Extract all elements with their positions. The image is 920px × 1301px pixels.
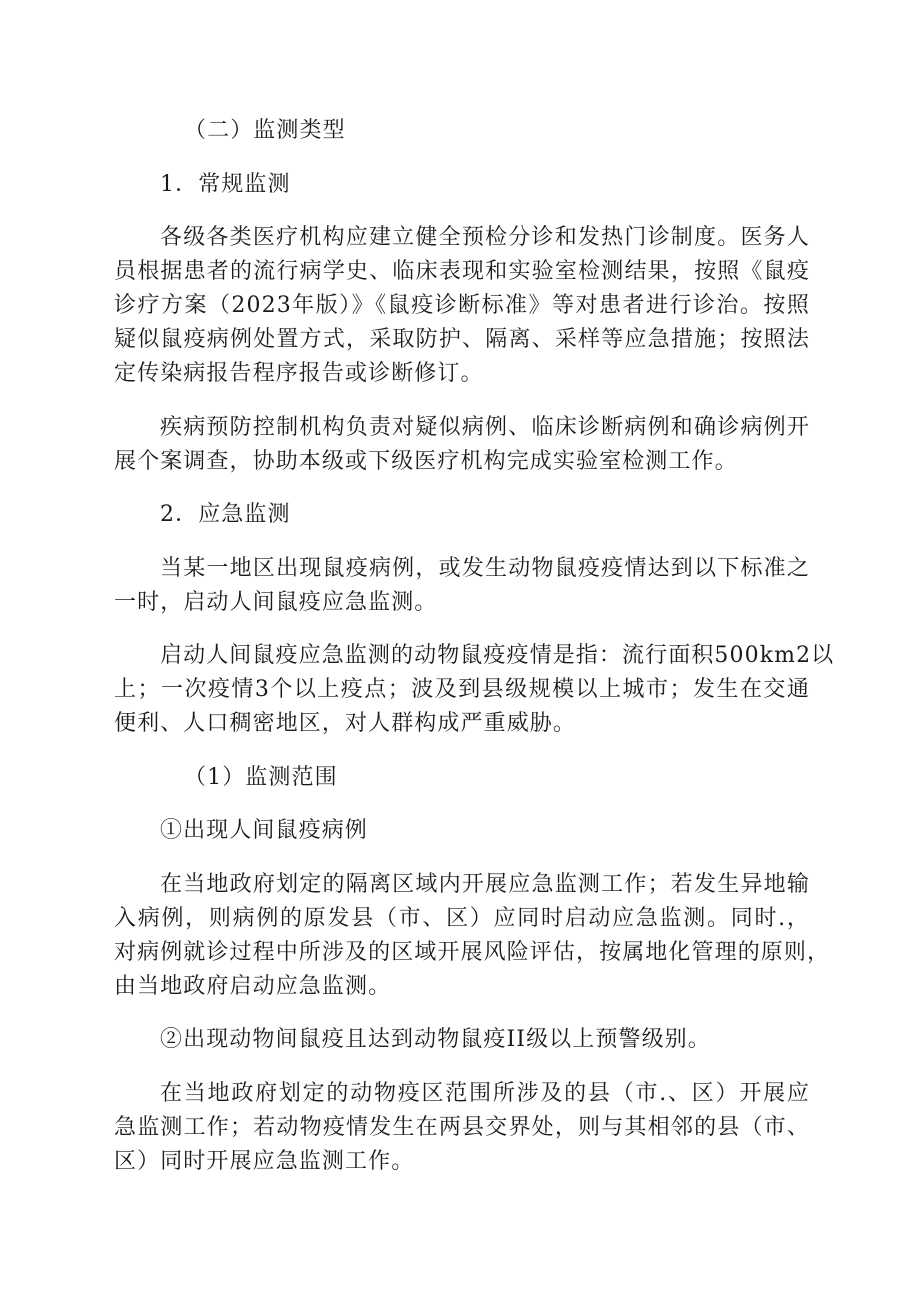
paragraph-line: 区）同时开展应急监测工作。: [114, 1148, 415, 1174]
paragraph-line: 疾病预防控制机构负责对疑似病例、临床诊断病例和确诊病例开: [160, 414, 810, 440]
paragraph-line: 入病例，则病例的原发县（市、区）应同时启动应急监测。同时.，: [114, 905, 810, 931]
paragraph-line: 当某一地区出现鼠疫病例，或发生动物鼠疫疫情达到以下标准之: [160, 555, 810, 581]
paragraph-item2: [114, 1077, 810, 1179]
subsection-heading-routine: 1．常规监测: [160, 171, 291, 197]
paragraph-line: 在当地政府划定的动物疫区范围所涉及的县（市.、区）开展应: [160, 1080, 810, 1106]
scope-heading: （1）监测范围: [184, 764, 338, 790]
paragraph-routine-2: [114, 411, 810, 479]
paragraph-line: 员根据患者的流行病学史、临床表现和实验室检测结果，按照《鼠疫: [114, 259, 810, 284]
paragraph-line: 定传染病报告程序报告或诊断修订。: [114, 361, 484, 386]
paragraph-line: 急监测工作；若动物疫情发生在两县交界处，则与其相邻的县（市、: [114, 1114, 810, 1140]
subsection-heading-emergency: 2．应急监测: [160, 502, 291, 527]
paragraph-line: 便利、人口稠密地区，对人群构成严重威胁。: [114, 711, 577, 736]
section-heading-monitoring-types: （二）监测类型: [184, 118, 346, 143]
paragraph-line: 展个案调查，协助本级或下级医疗机构完成实验室检测工作。: [114, 448, 738, 474]
paragraph-emergency-1: [114, 552, 810, 620]
paragraph-line: 各级各类医疗机构应建立健全预检分诊和发热门诊制度。医务人: [160, 225, 810, 250]
paragraph-item1: [114, 868, 831, 1004]
paragraph-line: 启动人间鼠疫应急监测的动物鼠疫疫情是指：流行面积500km2以: [160, 643, 835, 668]
paragraph-line: 诊疗方案（2023年版）》《鼠疫诊断标准》等对患者进行诊治。按照: [114, 293, 810, 318]
paragraph-line: 由当地政府启动应急监测。: [114, 973, 392, 999]
paragraph-line: 疑似鼠疫病例处置方式，采取防护、隔离、采样等应急措施；按照法: [114, 327, 810, 352]
paragraph-routine-1: [114, 221, 810, 391]
paragraph-line: 对病例就诊过程中所涉及的区域开展风险评估，按属地化管理的原则，: [114, 939, 831, 965]
item2-heading: ②出现动物间鼠疫且达到动物鼠疫II级以上预警级别。: [160, 1027, 711, 1052]
item1-heading: ①出现人间鼠疫病例: [160, 818, 368, 843]
paragraph-emergency-2: [114, 639, 835, 741]
document-body: [114, 114, 835, 1179]
paragraph-line: 一时，启动人间鼠疫应急监测。: [114, 589, 438, 615]
paragraph-line: 上；一次疫情3个以上疫点；波及到县级规模以上城市；发生在交通: [114, 677, 810, 702]
paragraph-line: 在当地政府划定的隔离区域内开展应急监测工作；若发生异地输: [160, 871, 810, 897]
